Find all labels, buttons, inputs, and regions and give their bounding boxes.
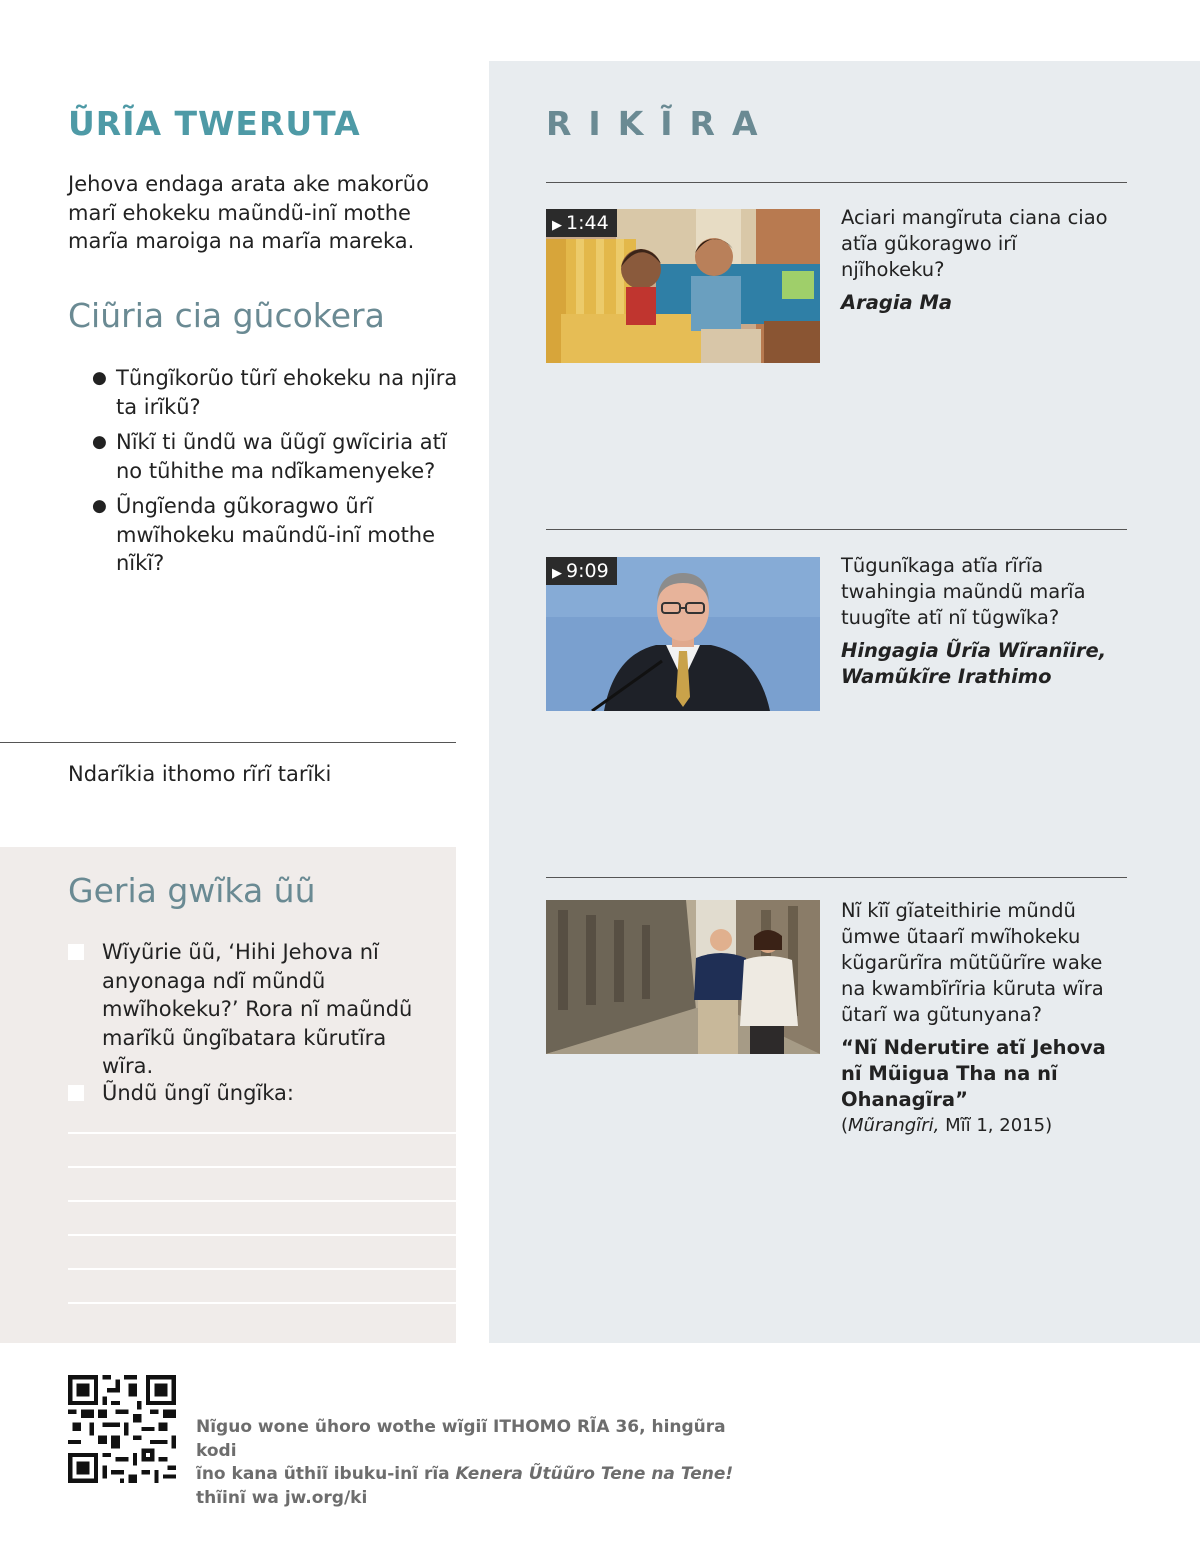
writing-line[interactable] xyxy=(68,1132,456,1134)
review-question-text: Tũngĩkorũo tũrĩ ehokeku na njĩra ta irĩkũ? xyxy=(116,366,458,419)
footer-line xyxy=(196,1463,756,1487)
divider xyxy=(546,182,1127,183)
checkbox[interactable] xyxy=(68,1085,84,1101)
writing-line[interactable] xyxy=(68,1268,456,1270)
checklist-item-text: Ũndũ ũngĩ ũngĩka: xyxy=(102,1081,294,1105)
writing-line[interactable] xyxy=(68,1166,456,1168)
bullet-icon: ● xyxy=(92,496,107,516)
review-question-text: Ũngĩenda gũkoragwo ũrĩ mwĩhokeku maũndũ-inĩ mothe nĩkĩ? xyxy=(116,494,436,575)
video-duration: 9:09 xyxy=(566,560,609,582)
video-description: Tũgunĩkaga atĩa rĩrĩa twahingia maũndũ marĩa tuugĩte atĩ nĩ tũgwĩka? xyxy=(841,554,1086,629)
footer-website-link[interactable]: thĩinĩ wa jw.org/ki xyxy=(196,1487,368,1508)
qr-code-icon[interactable] xyxy=(68,1375,176,1483)
article-info xyxy=(841,898,1126,1139)
checklist-item-text: Wĩyũrie ũũ, ‘Hihi Jehova nĩ anyonaga ndĩ mũndũ mwĩhokeku?’ Rora nĩ maũndũ marĩkũ ũngĩbatara kũrutĩra wĩra. xyxy=(102,940,413,1078)
writing-line[interactable] xyxy=(68,1302,456,1304)
video-description: Aciari mangĩruta ciana ciao atĩa gũkoragwo irĩ njĩhokeku? xyxy=(841,206,1108,281)
video-info xyxy=(841,553,1126,690)
try-this-heading: Geria gwĩka ũũ xyxy=(68,871,316,910)
divider xyxy=(546,877,1127,878)
video-duration-badge xyxy=(546,209,617,237)
video-duration: 1:44 xyxy=(566,212,609,234)
video-title-link[interactable]: Hingagia Ũrĩa Wĩranĩire, Wamũkĩre Irathimo xyxy=(841,639,1107,688)
summary-paragraph: Jehova endaga arata ake makorũo marĩ ehokeku maũndũ-inĩ mothe marĩa maroiga na marĩa mareka. xyxy=(68,172,429,253)
article-source-date: Mĩĩ 1, 2015 xyxy=(945,1115,1046,1136)
footer-note xyxy=(196,1416,756,1510)
video-title-link[interactable]: Aragia Ma xyxy=(841,291,953,314)
bullet-icon: ● xyxy=(92,432,107,452)
video-thumbnail-talk[interactable] xyxy=(546,557,820,711)
review-questions-heading: Ciũria cia gũcokera xyxy=(68,296,385,335)
completion-date-label: Ndarĩkia ithomo rĩrĩ tarĩki xyxy=(68,762,332,786)
footer-line: Nĩguo wone ũhoro wothe wĩgiĩ ITHOMO RĨA 36, hingũra kodi xyxy=(196,1417,726,1461)
review-question-text: Nĩkĩ ti ũndũ wa ũũgĩ gwĩciria atĩ no tũhithe ma ndĩkamenyeke? xyxy=(116,430,447,483)
video-thumbnail-animated[interactable] xyxy=(546,209,820,363)
review-questions-list xyxy=(92,364,462,585)
video-duration-badge xyxy=(546,557,617,585)
bullet-icon: ● xyxy=(92,368,107,388)
article-title-link[interactable]: “Nĩ Nderutire atĩ Jehova nĩ Mũigua Tha na nĩ Ohanagĩra” xyxy=(841,1036,1106,1111)
footer-line-text: ĩno kana ũthiĩ ibuku-inĩ rĩa xyxy=(196,1464,456,1484)
play-icon: ▶ xyxy=(552,566,562,581)
divider xyxy=(0,742,456,743)
play-icon: ▶ xyxy=(552,218,562,233)
lesson-title: ŨRĨA TWERUTA xyxy=(68,104,361,143)
video-info xyxy=(841,205,1126,316)
article-thumbnail[interactable] xyxy=(546,900,820,1054)
book-title-link[interactable]: Kenera Ũtũũro Tene na Tene! xyxy=(455,1464,734,1484)
divider xyxy=(546,529,1127,530)
review-question xyxy=(92,428,462,485)
review-question xyxy=(92,492,462,578)
article-description: Nĩ kĩĩ gĩateithirie mũndũ ũmwe ũtaarĩ mwĩhokeku kũgarũrĩra mũtũũrĩre wake na kwambĩrĩria kũruta wĩra ũtarĩ wa gũtunyana? xyxy=(841,899,1104,1026)
review-question xyxy=(92,364,462,421)
article-source-publication: Mũrangĩri, xyxy=(848,1115,940,1136)
writing-line[interactable] xyxy=(68,1234,456,1236)
article-source: (Mũrangĩri, Mĩĩ 1, 2015) xyxy=(841,1115,1053,1136)
explore-more-heading: RIKĨRA xyxy=(546,104,775,143)
couple-walking-photo xyxy=(546,900,820,1054)
writing-line[interactable] xyxy=(68,1200,456,1202)
checkbox[interactable] xyxy=(68,944,84,960)
